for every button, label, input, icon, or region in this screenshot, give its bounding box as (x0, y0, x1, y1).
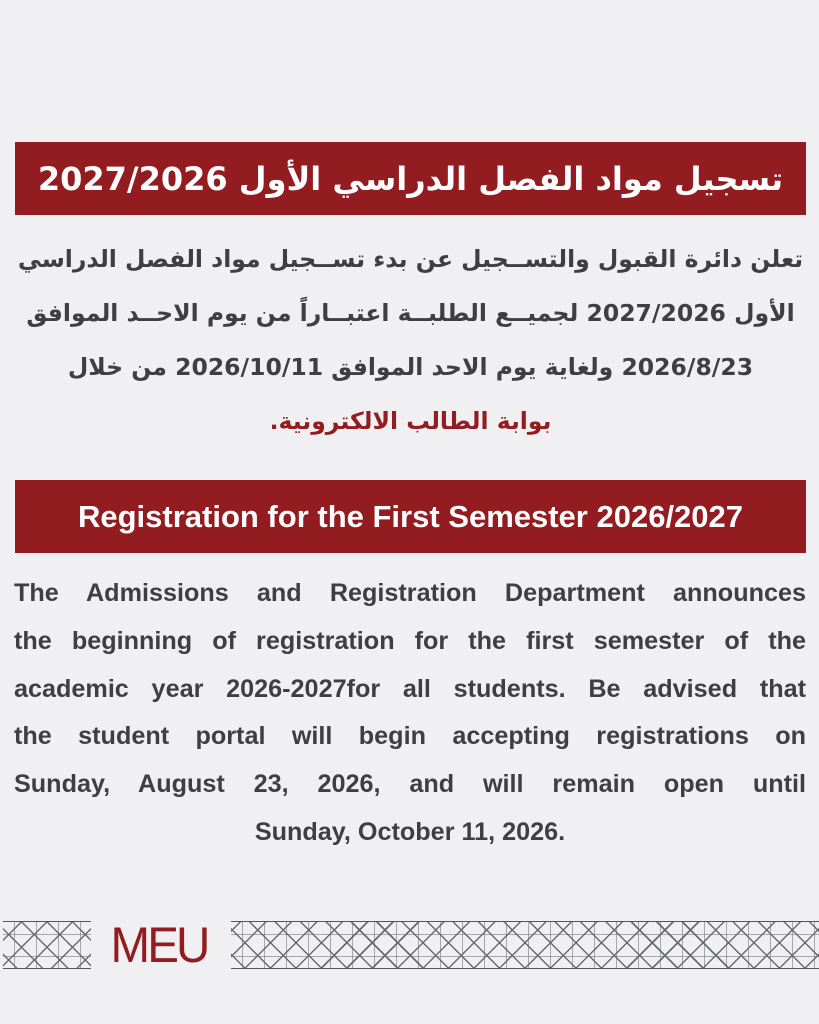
geometric-pattern-icon (3, 921, 91, 969)
arabic-line: الأول 2027/2026 لجميــع الطلبــة اعتبــاراً من يوم الاحــد الموافق (26, 299, 795, 327)
english-line: The Admissions and Registration Department announces (14, 579, 806, 607)
english-title-banner (15, 480, 806, 553)
english-line: Sunday, October 11, 2026. (254, 817, 566, 846)
english-line: the beginning of registration for the first semester of the (14, 626, 806, 655)
arabic-line: تعلن دائرة القبول والتســجيل عن بدء تســجيل مواد الفصل الدراسي (17, 245, 804, 273)
student-portal-link-text: بوابة الطالب الالكترونية. (269, 407, 552, 435)
logo-text: MEU (110, 917, 208, 973)
english-line: the student portal will begin accepting registrations on (14, 722, 806, 751)
english-line: academic year 2026-2027for all students. Be advised that (14, 674, 806, 703)
arabic-title: تسجيل مواد الفصل الدراسي الأول 2027/2026 (37, 159, 784, 198)
meu-logo (107, 917, 212, 973)
english-title: Registration for the First Semester 2026/2027 (77, 498, 744, 534)
arabic-title-banner (15, 142, 806, 215)
arabic-announcement (15, 232, 806, 448)
english-announcement (14, 570, 806, 857)
english-line: Sunday, August 23, 2026, and will remain open until (14, 770, 806, 799)
footer (0, 917, 819, 973)
geometric-pattern-icon (231, 921, 819, 969)
arabic-line: 2026/8/23 ولغاية يوم الاحد الموافق 2026/10/11 من خلال (67, 353, 754, 381)
